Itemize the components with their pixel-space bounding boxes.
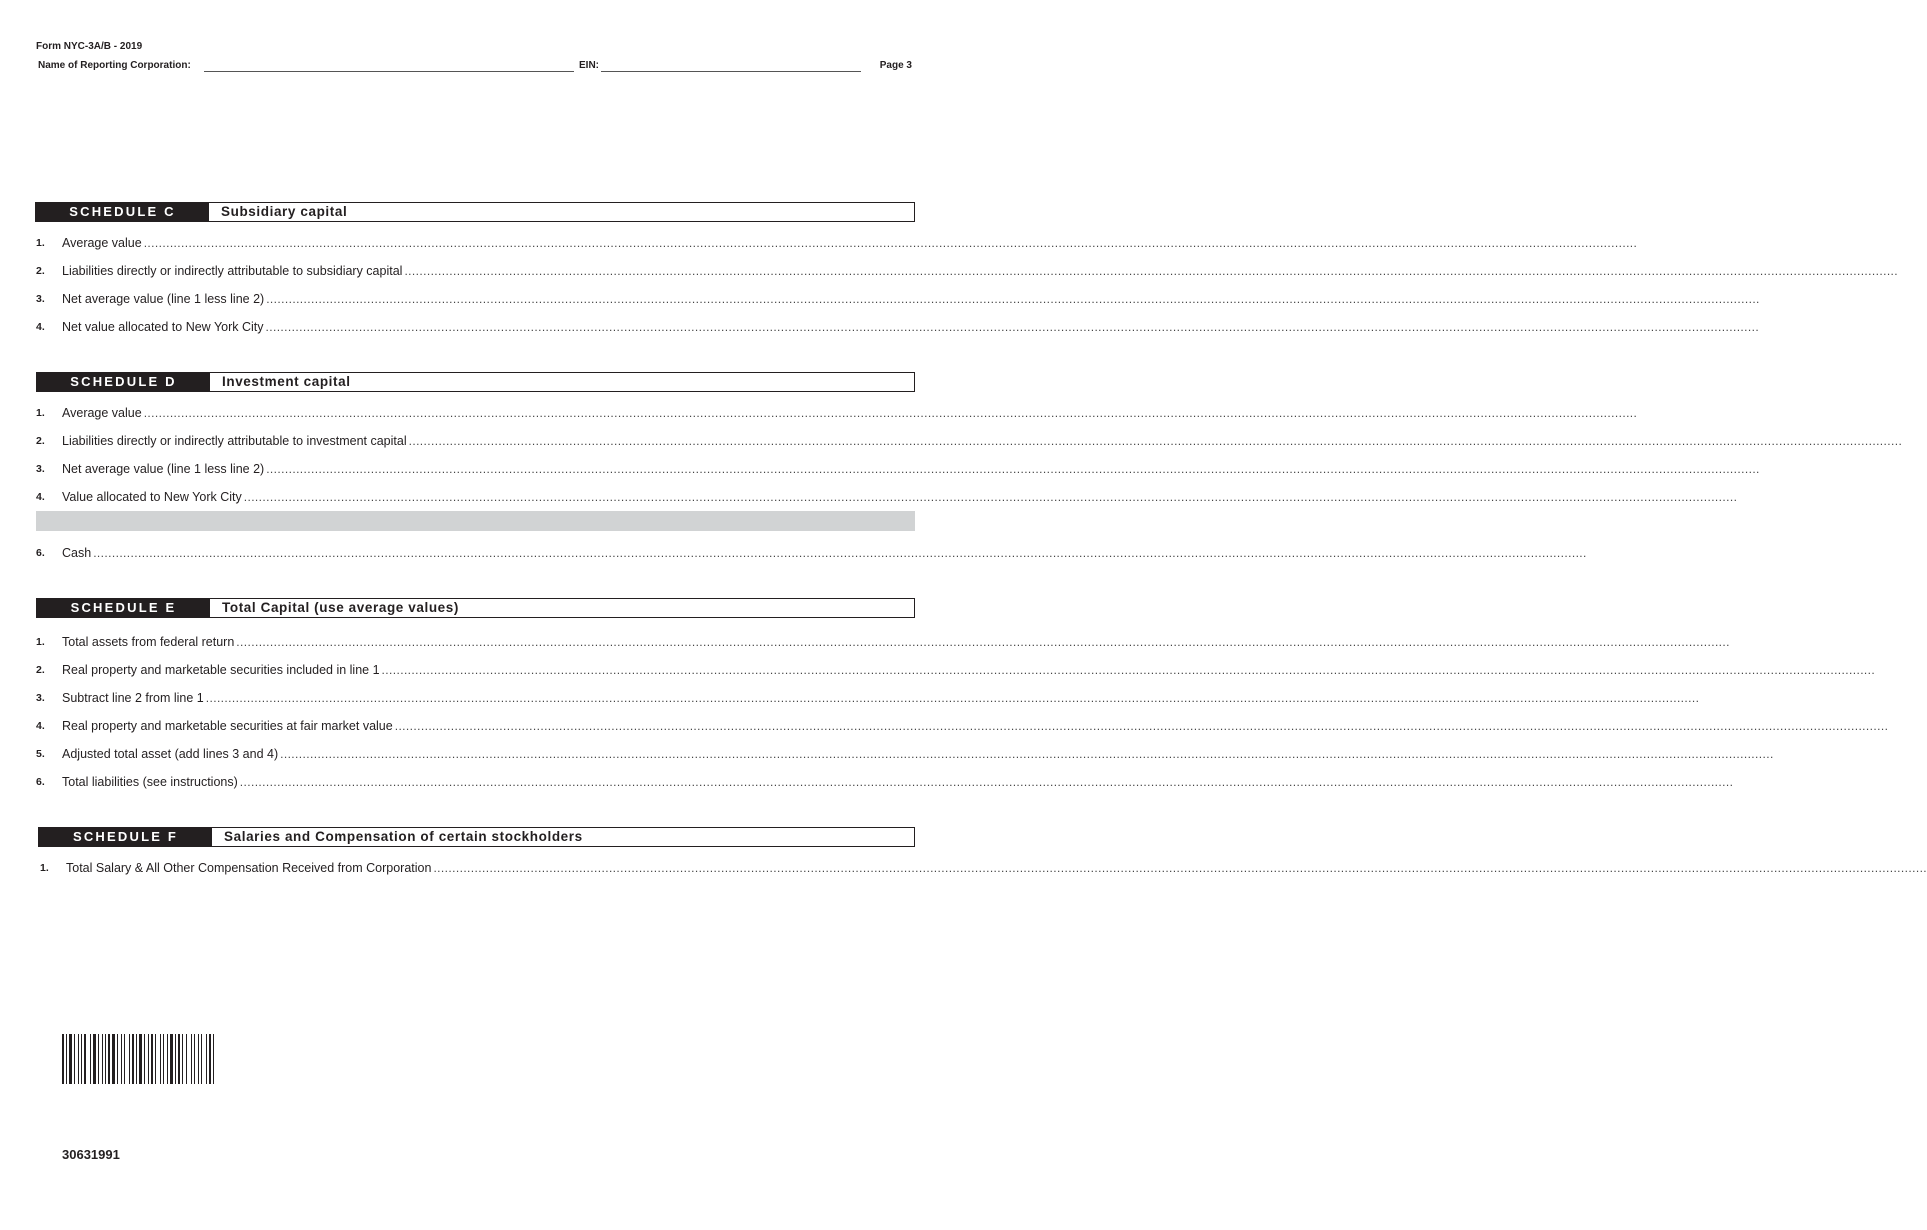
line-label: Total Salary & All Other Compensation Received from Corporation	[66, 861, 432, 875]
schedule-e-tag: SCHEDULE E	[37, 599, 210, 617]
barcode-bar	[69, 1034, 72, 1084]
line-label: Value allocated to New York City	[62, 490, 242, 504]
dot-leader: ................................................................................................................................................................................................................................................................................................................................................................................................................	[243, 490, 1738, 504]
barcode-bar	[66, 1034, 67, 1084]
line-label: Net average value (line 1 less line 2)	[62, 292, 265, 306]
dot-leader: ................................................................................................................................................................................................................................................................................................................................................................................................................	[394, 719, 1889, 733]
barcode-bar	[191, 1034, 192, 1084]
schedule-d-tag: SCHEDULE D	[37, 373, 210, 391]
barcode-bar	[121, 1034, 122, 1084]
schedule-c-line[interactable]	[36, 263, 1899, 279]
schedule-f-tag: SCHEDULE F	[39, 828, 212, 846]
line-number: 1.	[36, 636, 45, 648]
barcode-bar	[144, 1034, 145, 1084]
barcode-bar	[93, 1034, 96, 1084]
barcode-bar	[98, 1034, 99, 1084]
schedule-c-line[interactable]	[36, 235, 1638, 251]
dot-leader: ................................................................................................................................................................................................................................................................................................................................................................................................................	[143, 406, 1638, 420]
shaded-line-5	[36, 511, 915, 531]
dot-leader: ................................................................................................................................................................................................................................................................................................................................................................................................................	[408, 434, 1903, 448]
barcode-bar	[132, 1034, 134, 1084]
barcode-bar	[182, 1034, 183, 1084]
page-number: Page 3	[879, 60, 912, 71]
line-number: 3.	[36, 293, 45, 305]
schedule-c-header	[35, 202, 915, 222]
barcode-bar	[136, 1034, 137, 1084]
schedule-d-title: Investment capital	[222, 374, 351, 389]
schedule-c-line[interactable]	[36, 319, 1760, 335]
schedule-d-line[interactable]	[36, 489, 1738, 505]
dot-leader: ................................................................................................................................................................................................................................................................................................................................................................................................................	[404, 264, 1899, 278]
schedule-e-line[interactable]	[36, 746, 1774, 762]
barcode-bar	[124, 1034, 125, 1084]
schedule-d-line[interactable]	[36, 433, 1903, 449]
barcode-bar	[163, 1034, 164, 1084]
schedule-e-line[interactable]	[36, 690, 1700, 706]
dot-leader: ................................................................................................................................................................................................................................................................................................................................................................................................................	[266, 292, 1760, 306]
dot-leader: ................................................................................................................................................................................................................................................................................................................................................................................................................	[143, 236, 1638, 250]
line-label: Average value	[62, 406, 142, 420]
line-label: Average value	[62, 236, 142, 250]
barcode-bar	[198, 1034, 199, 1084]
line-number: 2.	[36, 435, 45, 447]
barcode-bar	[108, 1034, 110, 1084]
barcode-bar	[129, 1034, 130, 1084]
barcode-bar	[209, 1034, 211, 1084]
corporation-header-line	[38, 60, 912, 74]
schedule-f-line[interactable]	[40, 860, 1927, 876]
line-label: Net average value (line 1 less line 2)	[62, 462, 265, 476]
schedule-e-line[interactable]	[36, 718, 1889, 734]
line-number: 3.	[36, 692, 45, 704]
line-label: Real property and marketable securities at fair market value	[62, 719, 393, 733]
dot-leader: ................................................................................................................................................................................................................................................................................................................................................................................................................	[266, 462, 1760, 476]
schedule-e-line[interactable]	[36, 634, 1730, 650]
line-label: Real property and marketable securities included in line 1	[62, 663, 380, 677]
schedule-e-header	[36, 598, 915, 618]
line-number: 6.	[36, 776, 45, 788]
barcode-bar	[105, 1034, 106, 1084]
line-number: 4.	[36, 321, 45, 333]
barcode-bar	[213, 1034, 214, 1084]
line-number: 1.	[40, 862, 49, 874]
barcode-bar	[102, 1034, 103, 1084]
ein-field[interactable]	[601, 60, 861, 72]
barcode-bar	[167, 1034, 168, 1084]
schedule-e-title: Total Capital (use average values)	[222, 600, 459, 615]
line-number: 4.	[36, 720, 45, 732]
dot-leader: ................................................................................................................................................................................................................................................................................................................................................................................................................	[433, 861, 1927, 875]
schedule-f-title: Salaries and Compensation of certain stockholders	[224, 829, 583, 844]
barcode-bar	[155, 1034, 156, 1084]
barcode-image	[62, 1034, 274, 1084]
line-number: 4.	[36, 491, 45, 503]
schedule-d-header	[36, 372, 915, 392]
barcode-bar	[62, 1034, 64, 1084]
dot-leader: ................................................................................................................................................................................................................................................................................................................................................................................................................	[381, 663, 1876, 677]
corporation-name-field[interactable]	[204, 60, 574, 72]
line-label: Liabilities directly or indirectly attributable to subsidiary capital	[62, 264, 403, 278]
corporation-name-label: Name of Reporting Corporation:	[38, 60, 191, 71]
line-label: Subtract line 2 from line 1	[62, 691, 204, 705]
barcode-bar	[186, 1034, 187, 1084]
dot-leader: ................................................................................................................................................................................................................................................................................................................................................................................................................	[236, 635, 1730, 649]
barcode-bar	[81, 1034, 82, 1084]
line-label: Total liabilities (see instructions)	[62, 775, 238, 789]
schedule-d-line[interactable]	[36, 461, 1760, 477]
line-number: 1.	[36, 237, 45, 249]
dot-leader: ................................................................................................................................................................................................................................................................................................................................................................................................................	[93, 546, 1587, 560]
line-label: Liabilities directly or indirectly attributable to investment capital	[62, 434, 407, 448]
schedule-e-line[interactable]	[36, 662, 1876, 678]
line-number: 2.	[36, 664, 45, 676]
line-number: 5.	[36, 748, 45, 760]
line-label: Net value allocated to New York City	[62, 320, 264, 334]
dot-leader: ................................................................................................................................................................................................................................................................................................................................................................................................................	[205, 691, 1700, 705]
schedule-c-tag: SCHEDULE C	[36, 203, 209, 221]
schedule-d-line[interactable]	[36, 545, 1587, 561]
barcode-number: 30631991	[62, 1147, 120, 1162]
barcode-bar	[178, 1034, 180, 1084]
barcode-bar	[84, 1034, 86, 1084]
barcode-bar	[175, 1034, 176, 1084]
line-label: Adjusted total asset (add lines 3 and 4)	[62, 747, 279, 761]
line-number: 6.	[36, 547, 45, 559]
barcode-bar	[151, 1034, 153, 1084]
barcode-bar	[139, 1034, 142, 1084]
dot-leader: ................................................................................................................................................................................................................................................................................................................................................................................................................	[280, 747, 1774, 761]
barcode-bar	[112, 1034, 115, 1084]
barcode-bar	[90, 1034, 91, 1084]
schedule-e-line[interactable]	[36, 774, 1734, 790]
schedule-c-title: Subsidiary capital	[221, 204, 348, 219]
line-number: 2.	[36, 265, 45, 277]
schedule-c-line[interactable]	[36, 291, 1760, 307]
form-id: Form NYC-3A/B - 2019	[36, 41, 143, 52]
line-label: Total assets from federal return	[62, 635, 235, 649]
schedule-d-line[interactable]	[36, 405, 1638, 421]
barcode-bar	[74, 1034, 75, 1084]
barcode-bar	[148, 1034, 149, 1084]
barcode-bar	[194, 1034, 195, 1084]
barcode-bar	[206, 1034, 207, 1084]
line-number: 1.	[36, 407, 45, 419]
ein-label: EIN:	[579, 60, 599, 71]
dot-leader: ................................................................................................................................................................................................................................................................................................................................................................................................................	[239, 775, 1734, 789]
barcode-bar	[201, 1034, 202, 1084]
line-label: Cash	[62, 546, 92, 560]
line-number: 3.	[36, 463, 45, 475]
barcode-bar	[117, 1034, 118, 1084]
barcode-bar	[170, 1034, 173, 1084]
barcode-bar	[160, 1034, 161, 1084]
dot-leader: ................................................................................................................................................................................................................................................................................................................................................................................................................	[265, 320, 1760, 334]
schedule-f-header	[38, 827, 915, 847]
barcode-bar	[78, 1034, 79, 1084]
